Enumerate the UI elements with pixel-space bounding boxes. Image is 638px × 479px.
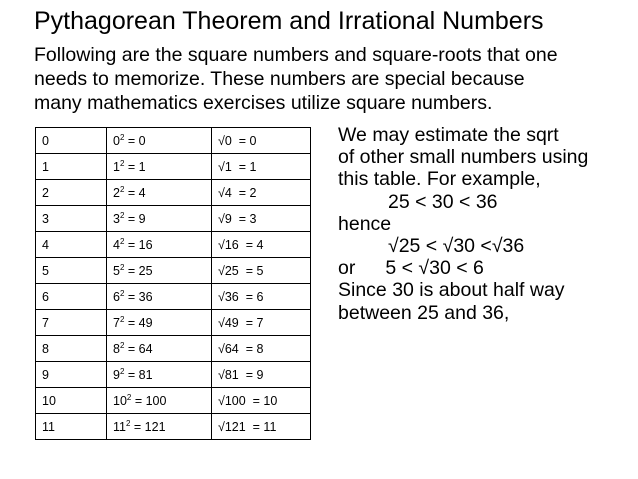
number-cell: 10 (36, 388, 107, 414)
squares-table-body (36, 128, 311, 440)
or-row (338, 257, 633, 279)
page-title: Pythagorean Theorem and Irrational Numbers (34, 7, 544, 35)
square-exponent: 2 (119, 366, 125, 376)
square-exponent: 2 (119, 340, 125, 350)
square-base: 11 (113, 419, 126, 434)
number-cell: 2 (36, 180, 107, 206)
or-word: or (338, 257, 356, 280)
square-value: = 49 (124, 315, 153, 330)
square-value: = 25 (124, 263, 153, 278)
table-row (36, 362, 311, 388)
square-cell (107, 128, 212, 154)
table-row (36, 232, 311, 258)
table-row (36, 154, 311, 180)
table-row (36, 336, 311, 362)
square-base: 0 (113, 133, 120, 148)
square-base: 9 (113, 367, 120, 382)
square-exponent: 2 (125, 418, 131, 428)
square-exponent: 2 (119, 262, 125, 272)
square-base: 8 (113, 341, 120, 356)
square-value: = 121 (130, 419, 166, 434)
square-value: = 9 (124, 211, 146, 226)
square-root-cell: √121 = 11 (212, 414, 311, 440)
square-root-cell: √1 = 1 (212, 154, 311, 180)
table-row (36, 310, 311, 336)
square-cell (107, 310, 212, 336)
square-exponent: 2 (119, 288, 125, 298)
square-exponent: 2 (119, 236, 125, 246)
squares-table (35, 127, 311, 440)
square-cell (107, 206, 212, 232)
table-row (36, 284, 311, 310)
table-row (36, 206, 311, 232)
square-root-cell: √0 = 0 (212, 128, 311, 154)
intro-paragraph (34, 43, 634, 115)
number-cell: 3 (36, 206, 107, 232)
square-root-cell: √100 = 10 (212, 388, 311, 414)
square-cell (107, 154, 212, 180)
square-cell (107, 414, 212, 440)
square-root-cell: √64 = 8 (212, 336, 311, 362)
square-value: = 1 (124, 159, 146, 174)
square-exponent: 2 (119, 210, 125, 220)
square-base: 2 (113, 185, 120, 200)
number-cell: 6 (36, 284, 107, 310)
square-exponent: 2 (119, 158, 125, 168)
number-cell: 5 (36, 258, 107, 284)
square-exponent: 2 (119, 314, 125, 324)
square-base: 6 (113, 289, 120, 304)
square-value: = 16 (124, 237, 153, 252)
table-row (36, 414, 311, 440)
intro-line: needs to memorize. These numbers are special because (34, 68, 525, 90)
explanation-line: between 25 and 36, (338, 301, 510, 324)
square-root-cell: √16 = 4 (212, 232, 311, 258)
square-base: 1 (113, 159, 120, 174)
inequality-bounds: 5 < √30 < 6 (385, 257, 484, 280)
hence-word: hence (338, 212, 392, 235)
square-cell (107, 232, 212, 258)
square-root-cell: √4 = 2 (212, 180, 311, 206)
intro-line: Following are the square numbers and square-roots that one (34, 44, 558, 66)
square-exponent: 2 (119, 132, 125, 142)
square-value: = 64 (124, 341, 153, 356)
square-base: 3 (113, 211, 120, 226)
number-cell: 11 (36, 414, 107, 440)
number-cell: 8 (36, 336, 107, 362)
table-row (36, 128, 311, 154)
square-cell (107, 336, 212, 362)
inequality-squares: 25 < 30 < 36 (388, 190, 498, 213)
number-cell: 4 (36, 232, 107, 258)
square-value: = 100 (131, 393, 167, 408)
square-base: 4 (113, 237, 120, 252)
square-cell (107, 180, 212, 206)
square-root-cell: √49 = 7 (212, 310, 311, 336)
number-cell: 7 (36, 310, 107, 336)
square-root-cell: √81 = 9 (212, 362, 311, 388)
square-cell (107, 388, 212, 414)
square-cell (107, 258, 212, 284)
square-exponent: 2 (119, 184, 125, 194)
square-base: 5 (113, 263, 120, 278)
square-root-cell: √9 = 3 (212, 206, 311, 232)
square-base: 7 (113, 315, 120, 330)
explanation-line: of other small numbers using (338, 146, 589, 169)
estimation-explanation (338, 124, 633, 324)
explanation-line: We may estimate the sqrt (338, 124, 559, 146)
square-cell (107, 362, 212, 388)
square-exponent: 2 (126, 392, 132, 402)
table-row (36, 258, 311, 284)
intro-line: many mathematics exercises utilize square numbers. (34, 92, 493, 114)
number-cell: 0 (36, 128, 107, 154)
square-base: 10 (113, 393, 127, 408)
inequality-roots: √25 < √30 <√36 (388, 235, 525, 258)
square-value: = 36 (124, 289, 153, 304)
explanation-line: Since 30 is about half way (338, 279, 565, 302)
number-cell: 1 (36, 154, 107, 180)
number-cell: 9 (36, 362, 107, 388)
square-value: = 81 (124, 367, 153, 382)
square-cell (107, 284, 212, 310)
square-value: = 4 (124, 185, 146, 200)
square-root-cell: √36 = 6 (212, 284, 311, 310)
square-value: = 0 (124, 133, 146, 148)
explanation-line: this table. For example, (338, 168, 541, 191)
table-row (36, 180, 311, 206)
square-root-cell: √25 = 5 (212, 258, 311, 284)
table-row (36, 388, 311, 414)
